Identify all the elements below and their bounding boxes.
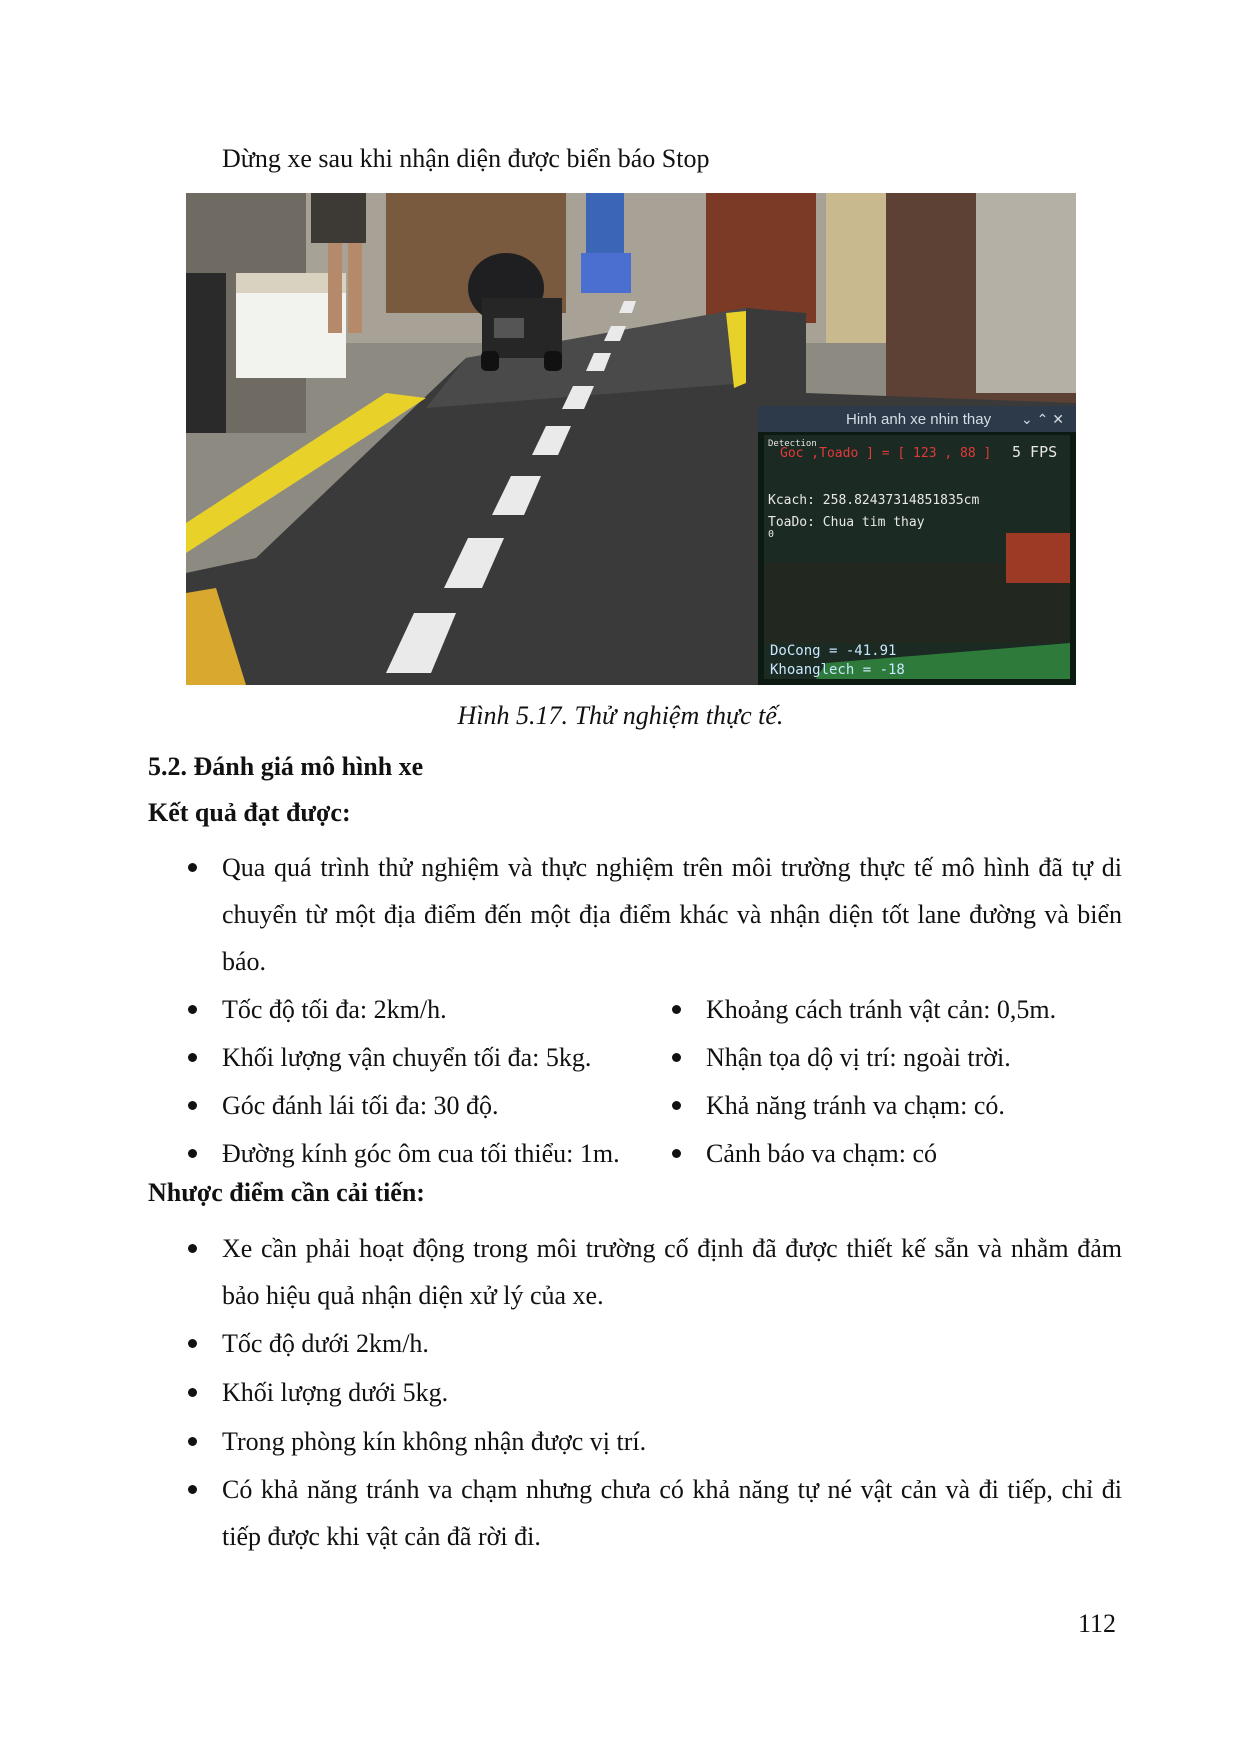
weakness-item: Trong phòng kín không nhận được vị trí. [222,1427,647,1456]
bullet-dot [188,1101,197,1110]
overlay-line-4: 0 [768,529,775,540]
overlay-docong: DoCong = -41.91 [770,643,897,659]
intro-text: Dừng xe sau khi nhận diện được biển báo Stop [222,144,710,173]
bullet-dot [188,1053,197,1062]
overlay-line-2: Kcach: 258.82437314851835cm [768,493,980,508]
results-left-item: Đường kính góc ôm cua tối thiểu: 1m. [222,1139,620,1168]
overlay-window-controls: ⌄ ⌃ ✕ [1021,411,1064,427]
bullet-dot [188,1437,197,1446]
bullet-dot [188,1005,197,1014]
overlay-khoanglech: Khoanglech = -18 [770,662,905,678]
weakness-item: Xe cần phải hoạt động trong môi trường cố định đã được thiết kế sẵn và nhằm đảm bảo hiệu quả nhận diện xử lý của xe. [222,1234,1122,1310]
results-right-item: Cảnh báo va chạm: có [706,1139,938,1168]
results-first-bullet: Qua quá trình thử nghiệm và thực nghiệm trên môi trường thực tế mô hình đã tự di chuyển từ một địa điểm đến một địa điểm khác và nhận diện tốt lane đường và biển báo. [222,853,1122,976]
page-number: 112 [1077,1609,1116,1638]
test-photo [186,193,1076,685]
bullet-dot [188,863,197,872]
bullet-dot [188,1244,197,1253]
bullet-dot [188,1388,197,1397]
weakness-item: Khối lượng dưới 5kg. [222,1378,449,1407]
overlay-line-3: ToaDo: Chua tim thay [768,515,925,530]
overlay-label: Detection [768,439,817,449]
bullet-dot [672,1053,681,1062]
overlay-line-1: Goc ,Toado ] = [ 123 , 88 ] [780,446,992,461]
results-right-item: Khả năng tránh va chạm: có. [706,1091,1005,1120]
results-right-item: Nhận tọa dộ vị trí: ngoài trời. [706,1043,1011,1072]
weaknesses-heading: Nhược điểm cần cải tiến: [148,1178,425,1207]
results-left-item: Tốc độ tối đa: 2km/h. [222,995,447,1024]
bullet-dot [188,1149,197,1158]
overlay-window-title: Hinh anh xe nhin thay [846,411,992,428]
results-right-item: Khoảng cách tránh vật cản: 0,5m. [706,995,1057,1024]
section-title: 5.2. Đánh giá mô hình xe [148,752,424,781]
bullet-dot [672,1005,681,1014]
results-left-item: Góc đánh lái tối đa: 30 độ. [222,1091,499,1120]
results-heading: Kết quả đạt được: [148,798,351,827]
bullet-dot [188,1339,197,1348]
overlay-fps: 5 FPS [1012,443,1058,461]
results-left-item: Khối lượng vận chuyển tối đa: 5kg. [222,1043,592,1072]
weakness-item: Tốc độ dưới 2km/h. [222,1329,429,1358]
bullet-dot [672,1149,681,1158]
bullet-dot [188,1485,197,1494]
bullet-dot [672,1101,681,1110]
weakness-item: Có khả năng tránh va chạm nhưng chưa có khả năng tự né vật cản và đi tiếp, chỉ đi tiếp được khi vật cản đã rời đi. [222,1475,1122,1551]
figure-caption: Hình 5.17. Thử nghiệm thực tế. [457,701,784,730]
